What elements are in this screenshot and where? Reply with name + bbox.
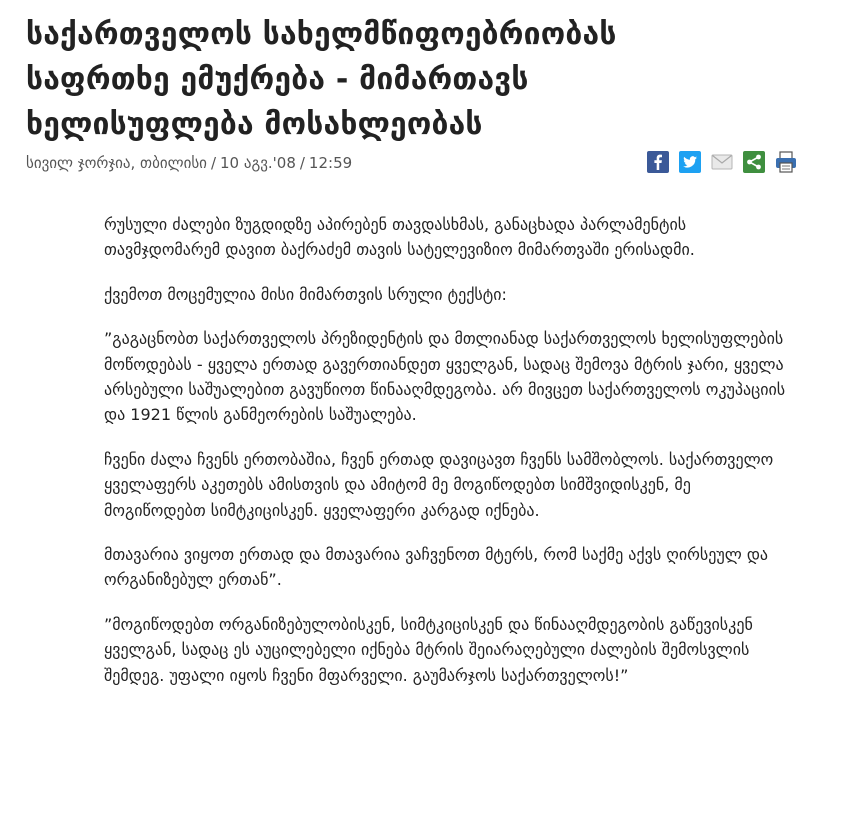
share-toolbar xyxy=(646,150,806,174)
article-paragraph: ქვემოთ მოცემულია მისი მიმართვის სრული ტექსტი: xyxy=(104,284,507,304)
article-paragraph: მთავარია ვიყოთ ერთად და მთავარია ვაჩვენოთ მტერს, რომ საქმე აქვს ღირსეულ და ორგანიზებულ ერთან”. xyxy=(104,545,769,590)
article-body xyxy=(104,212,794,707)
article-paragraph: რუსული ძალები ზუგდიდზე აპირებენ თავდასხმას, განაცხადა პარლამენტის თავმჯდომარემ დავით ბაქრაძემ თავის სატელევიზიო მიმართვაში ერისადმი. xyxy=(104,215,695,260)
article-byline: სივილ ჯორჯია, თბილისი / 10 აგვ.'08 / 12:59 xyxy=(26,154,353,172)
byline-author: სივილ ჯორჯია, თბილისი xyxy=(26,154,207,172)
share-icon[interactable] xyxy=(742,150,766,174)
email-icon[interactable] xyxy=(710,150,734,174)
byline-date: 10 აგვ.'08 xyxy=(220,154,296,172)
byline-time: 12:59 xyxy=(308,154,353,172)
article-paragraph: ”გაგაცნობთ საქართველოს პრეზიდენტის და მთლიანად საქართველოს ხელისუფლების მოწოდებას - ყველა ერთად გავერთიანდეთ ყველგან, სადაც შემოვა მტრის ჯარი, ყველა არსებული საშუალებით გავუწიოთ წინააღმდეგობა. არ მივცეთ საქართველოს ოკუპაციის და 1921 წლის განმეორების საშუალება. xyxy=(104,329,786,425)
print-icon[interactable] xyxy=(774,150,798,174)
facebook-icon[interactable] xyxy=(646,150,670,174)
article-paragraph: ”მოგიწოდებთ ორგანიზებულობისკენ, სიმტკიცისკენ და წინააღმდეგობის გაწევისკენ ყველგან, სადაც ეს აუცილებელი იქნება მტრის შეიარაღებული ძალების შემოსვლის შემდეგ. უფალი იყოს ჩვენი მფარველი. გაუმარჯოს საქართველოს!” xyxy=(104,614,753,685)
article-title: საქართველოს სახელმწიფოებრიობას საფრთხე ემუქრება - მიმართავს ხელისუფლება მოსახლეობას xyxy=(26,17,617,142)
article-paragraph: ჩვენი ძალა ჩვენს ერთობაშია, ჩვენ ერთად დავიცავთ ჩვენს სამშობლოს. საქართველო ყველაფერს აკეთებს ამისთვის და ამიტომ მე მოგიწოდებთ სიმშვიდისკენ, მე მოგიწოდებთ სიმტკიცისკენ. ყველაფერი კარგად იქნება. xyxy=(104,449,774,520)
twitter-icon[interactable] xyxy=(678,150,702,174)
